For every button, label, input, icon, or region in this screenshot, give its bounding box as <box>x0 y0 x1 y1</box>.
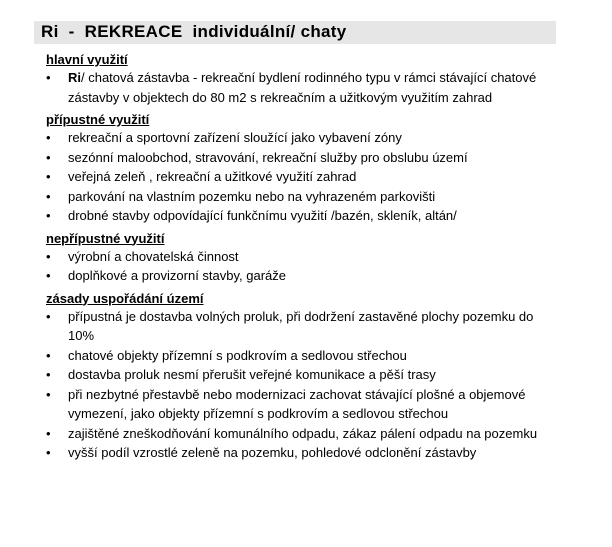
bullet-icon: • <box>46 149 51 165</box>
list-item-text: výrobní a chovatelská činnost <box>68 248 239 264</box>
list-item-text: rekreační a sportovní zařízení sloužící jako vybavení zóny <box>68 130 402 145</box>
section-heading-hlavni: hlavní využití <box>46 52 128 67</box>
list-item-text: / chatová zástavba - rekreační bydlení rodinného typu v rámci stávající chatové zástavby v objektech do 80 m2 s rekreačním a užitkovým využitím zahrad <box>68 70 537 105</box>
list-item <box>46 365 566 385</box>
list-hlavni <box>46 68 566 107</box>
list-item <box>46 247 566 267</box>
section-heading-zasady: zásady uspořádání území <box>46 290 204 306</box>
bullet-icon: • <box>46 367 51 382</box>
bullet-icon: • <box>46 248 51 264</box>
zone-code: Ri <box>68 70 81 85</box>
bullet-icon: • <box>46 130 51 145</box>
page-title: Ri - REKREACE individuální/ chaty <box>41 22 347 41</box>
list-item <box>46 385 568 424</box>
list-item <box>46 68 538 107</box>
list-item <box>46 307 543 346</box>
bullet-icon: • <box>46 70 51 85</box>
list-pripustne <box>46 128 566 226</box>
list-item <box>46 187 566 207</box>
bullet-icon: • <box>46 169 51 184</box>
list-item-text: parkování na vlastním pozemku nebo na vyhrazeném parkovišti <box>68 188 436 204</box>
list-item-text: přípustná je dostavba volných proluk, při dodržení zastavěné plochy pozemku do 10% <box>68 308 534 343</box>
list-item <box>46 443 566 463</box>
list-item-text: veřejná zeleň , rekreační a užitkové využití zahrad <box>68 169 357 184</box>
list-item <box>46 266 566 286</box>
bullet-icon: • <box>46 308 51 324</box>
bullet-icon: • <box>46 445 51 460</box>
list-item-text: při nezbytné přestavbě nebo modernizaci zachovat stávající plošné a objemové vymezení, jako objekty přízemní s podkrovím a sedlovou střechou <box>68 386 526 421</box>
list-item-text: zajištěné zneškodňování komunálního odpadu, zákaz pálení odpadu na pozemku <box>68 425 538 441</box>
section-heading-pripustne: přípustné využití <box>46 112 150 127</box>
bullet-icon: • <box>46 425 51 441</box>
bullet-icon: • <box>46 188 51 204</box>
list-item <box>46 167 566 187</box>
list-item-text: vyšší podíl vzrostlé zeleně na pozemku, pohledové odclonění zástavby <box>68 445 477 460</box>
bullet-icon: • <box>46 386 51 402</box>
bullet-icon: • <box>46 347 51 363</box>
list-item <box>46 424 538 444</box>
list-item-text: drobné stavby odpovídající funkčnímu využití /bazén, skleník, altán/ <box>68 208 457 223</box>
list-item-text: chatové objekty přízemní s podkrovím a sedlovou střechou <box>68 347 407 363</box>
list-item-text: sezónní maloobchod, stravování, rekreační služby pro obslubu území <box>68 149 468 165</box>
document-body <box>46 51 566 467</box>
bullet-icon: • <box>46 268 51 283</box>
list-item <box>46 148 566 168</box>
list-zasady <box>46 307 566 463</box>
list-nepripustne <box>46 247 566 286</box>
list-item <box>46 206 566 226</box>
list-item <box>46 346 566 366</box>
section-heading-nepripustne: nepřípustné využití <box>46 230 165 246</box>
bullet-icon: • <box>46 208 51 223</box>
list-item <box>46 128 566 148</box>
list-item-text: dostavba proluk nesmí přerušit veřejné komunikace a pěší trasy <box>68 367 436 382</box>
list-item-text: doplňkové a provizorní stavby, garáže <box>68 268 286 283</box>
